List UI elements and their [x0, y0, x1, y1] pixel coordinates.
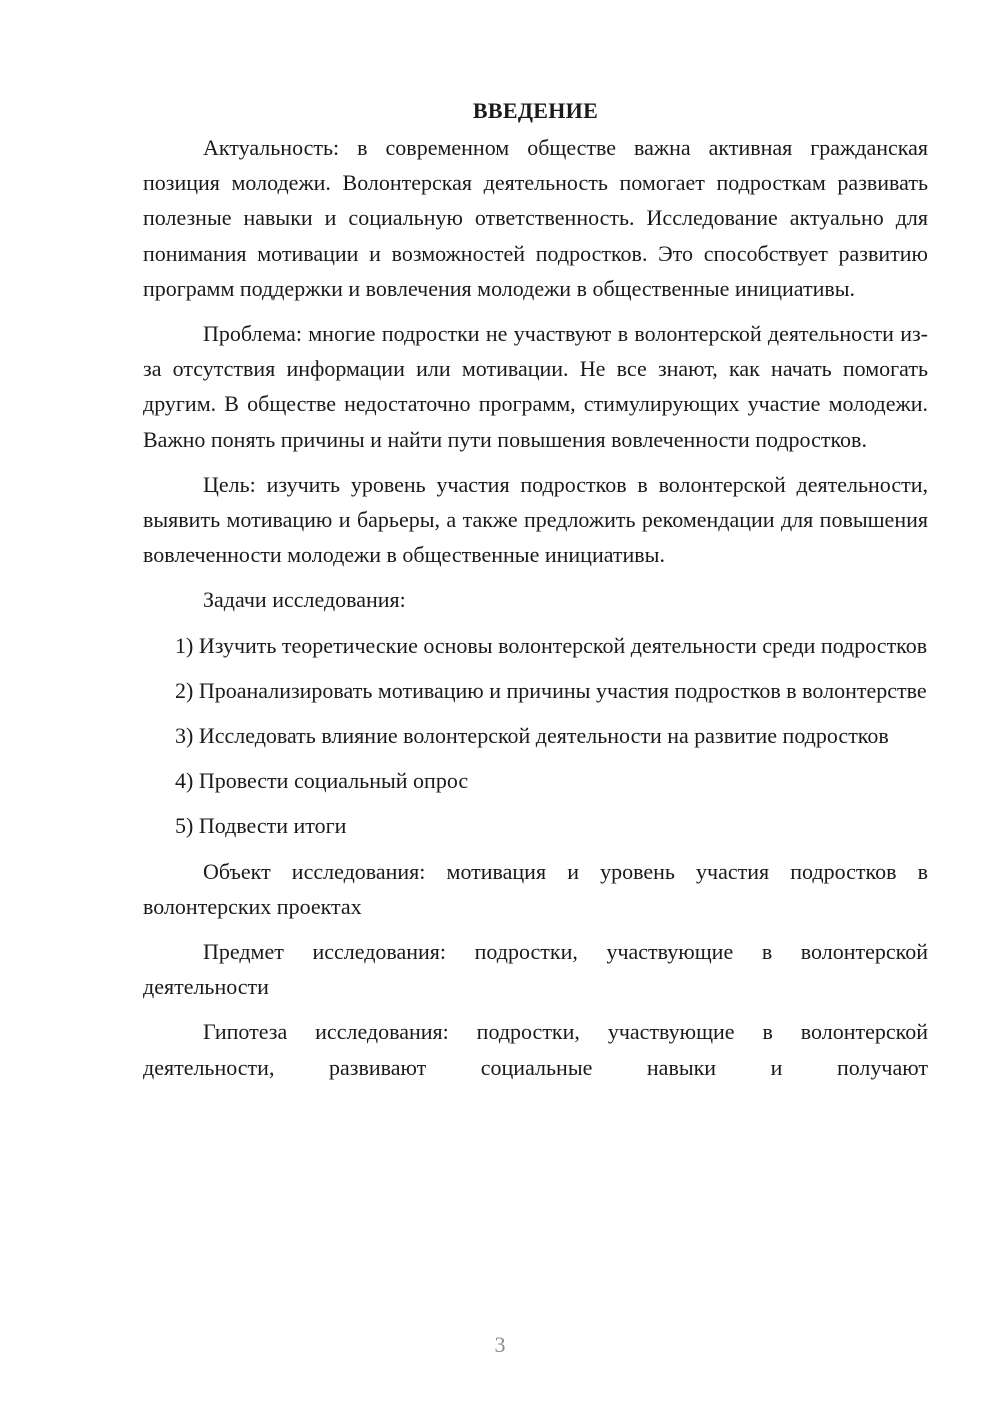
document-page	[143, 96, 928, 1095]
page-number: 3	[494, 1332, 506, 1357]
paragraph-problem: Проблема: многие подростки не участвуют в волонтерской деятельности из-за отсутствия информации или мотивации. Не все знают, как начать помогать другим. В обществе недостаточно программ, стимулирующих участие молодежи. Важно понять причины и найти пути повышения вовлеченности подростков.	[143, 321, 928, 452]
tasks-heading: Задачи исследования:	[203, 587, 406, 613]
paragraph-object: Объект исследования: мотивация и уровень участия подростков в волонтерских проектах	[143, 858, 928, 919]
task-item-4: 4) Провести социальный опрос	[175, 768, 469, 794]
task-item-3: 3) Исследовать влияние волонтерской деятельности на развитие подростков	[175, 723, 889, 749]
section-title: ВВЕДЕНИЕ	[472, 98, 599, 123]
task-item-2: 2) Проанализировать мотивацию и причины участия подростков в волонтерстве	[175, 677, 927, 703]
paragraph-goal: Цель: изучить уровень участия подростков в волонтерской деятельности, выявить мотивацию и барьеры, а также предложить рекомендации для повышения вовлеченности молодежи в общественные инициативы.	[143, 471, 928, 568]
paragraph-hypothesis: Гипотеза исследования: подростки, участвующие в волонтерской деятельности, развивают социальные навыки и получают	[143, 1019, 928, 1080]
task-item-1: 1) Изучить теоретические основы волонтерской деятельности среди подростков	[175, 632, 928, 658]
paragraph-relevance: Актуальность: в современном обществе важна активная гражданская позиция молодежи. Волонтерская деятельность помогает подросткам развивать полезные навыки и социальную ответственность. Исследование актуально для понимания мотивации и возможностей подростков. Это способствует развитию программ поддержки и вовлечения молодежи в общественные инициативы.	[143, 135, 928, 301]
task-item-5: 5) Подвести итоги	[175, 813, 347, 839]
paragraph-subject: Предмет исследования: подростки, участвующие в волонтерской деятельности	[143, 939, 928, 1000]
